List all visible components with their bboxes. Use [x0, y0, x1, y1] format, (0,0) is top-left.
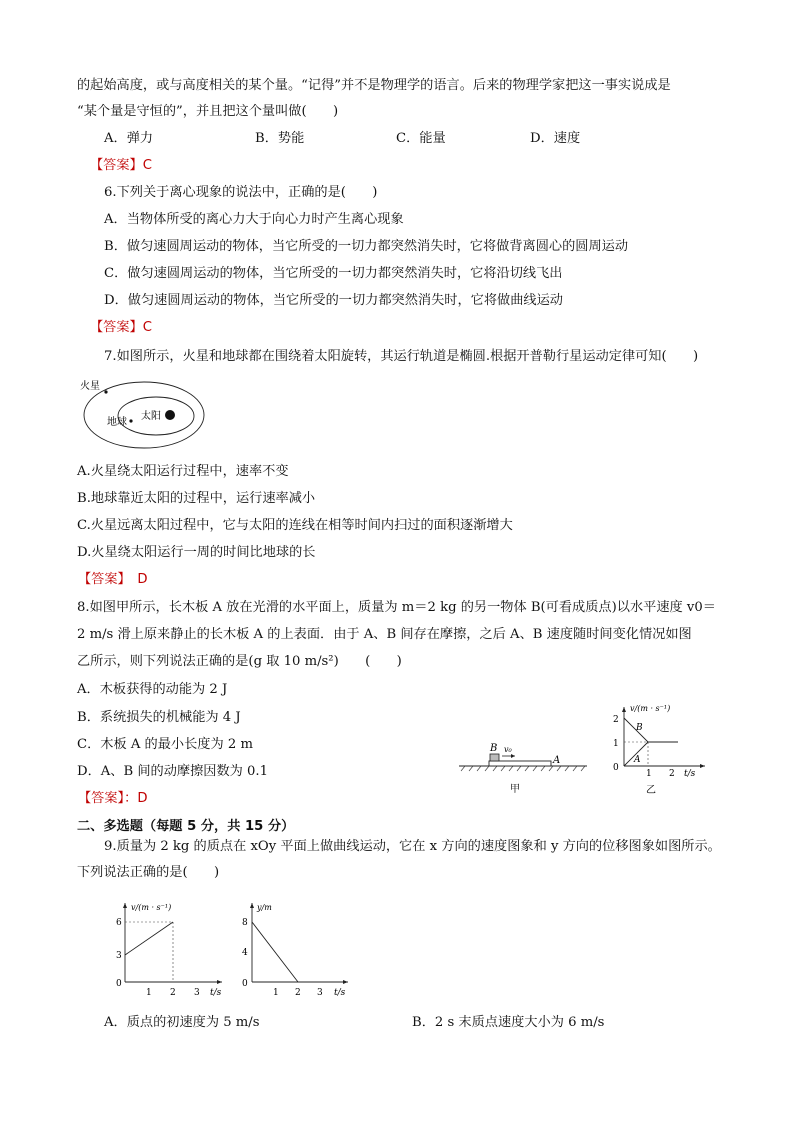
- q7-stem: 7.如图所示，火星和地球都在围绕着太阳旋转，其运行轨道是椭圆.根据开普勒行星运动定律可知( ): [104, 349, 699, 364]
- q9-chart-y: [238, 897, 358, 1003]
- yi-ytick-1: 1: [613, 739, 619, 749]
- q9-option-b: B．2 s 末质点速度大小为 6 m/s: [412, 1015, 605, 1030]
- yi-ylabel: v/(m · s⁻¹): [630, 704, 671, 713]
- y-ytick-8: 8: [242, 918, 248, 928]
- yi-line-b-label: B: [636, 723, 643, 733]
- board-a: [489, 761, 551, 766]
- q5-answer: 【答案】C: [90, 158, 152, 173]
- figure-jia: [455, 734, 595, 794]
- q6-option-d: D．做匀速圆周运动的物体，当它所受的一切力都突然消失时，它将做曲线运动: [104, 293, 563, 308]
- vx-line: [125, 922, 173, 955]
- q9-stem-1: 9.质量为 2 kg 的质点在 xOy 平面上做曲线运动，它在 x 方向的速度图象和 y 方向的位移图象如图所示。: [104, 839, 721, 854]
- q9-stem-2: 下列说法正确的是( ): [77, 865, 220, 880]
- fig-jia-caption: 甲: [510, 784, 520, 794]
- q6-option-c: C．做匀速圆周运动的物体，当它所受的一切力都突然消失时，它将沿切线飞出: [104, 266, 563, 281]
- yi-ytick-0: 0: [613, 763, 619, 773]
- vx-xtick-2: 2: [170, 988, 176, 998]
- q6-answer: 【答案】C: [90, 320, 152, 335]
- q7-option-c: C.火星远离太阳过程中，它与太阳的连线在相等时间内扫过的面积逐渐增大: [77, 518, 513, 533]
- block-b-label: B: [490, 743, 498, 754]
- v0-label: v₀: [504, 745, 512, 754]
- y-x-arrow: [343, 980, 348, 984]
- intro-line-1: 的起始高度，或与高度相关的某个量。“记得”并不是物理学的语言。后来的物理学家把这一事实说成是: [77, 78, 671, 93]
- q7-answer: 【答案】 D: [78, 572, 148, 587]
- vx-ytick-6: 6: [116, 918, 122, 928]
- board-a-label: A: [553, 755, 561, 766]
- yi-y-arrow: [622, 707, 626, 712]
- q6-option-b: B．做匀速圆周运动的物体，当它所受的一切力都突然消失时，它将做背离圆心的圆周运动: [104, 239, 628, 254]
- block-b: [490, 754, 499, 761]
- q7-option-d: D.火星绕太阳运行一周的时间比地球的长: [77, 545, 316, 560]
- fig-yi-caption: 乙: [646, 785, 656, 796]
- q8-option-c: C．木板 A 的最小长度为 2 m: [77, 737, 253, 752]
- mars-label: 火星: [80, 381, 100, 392]
- q6-stem: 6.下列关于离心现象的说法中，正确的是( ): [104, 185, 378, 200]
- y-xtick-2: 2: [295, 988, 301, 998]
- yi-line-a-label: A: [634, 755, 641, 765]
- q5-option-b: B．势能: [255, 131, 305, 146]
- yi-xlabel: t/s: [684, 769, 696, 779]
- y-ylabel: y/m: [257, 903, 272, 912]
- vx-ylabel: v/(m · s⁻¹): [131, 903, 172, 912]
- q7-option-a: A.火星绕太阳运行过程中，速率不变: [77, 464, 289, 479]
- y-xlabel: t/s: [334, 988, 346, 998]
- vx-ytick-3: 3: [116, 951, 122, 961]
- figure-yi: [605, 700, 715, 798]
- q8-stem-2: 2 m/s 滑上原来静止的长木板 A 的上表面．由于 A、B 间存在摩擦，之后 A、B 速度随时间变化情况如图: [77, 627, 692, 642]
- vx-xtick-1: 1: [146, 988, 152, 998]
- v0-arrowhead: [511, 754, 515, 758]
- vx-y-arrow: [123, 903, 127, 908]
- orbit-figure: [76, 372, 206, 452]
- vx-x-arrow: [217, 980, 222, 984]
- earth-label: 地球: [107, 417, 127, 428]
- sun-dot: [165, 410, 175, 420]
- y-y-arrow: [250, 903, 254, 908]
- yi-xtick-2: 2: [669, 769, 675, 779]
- q5-option-c: C．能量: [396, 131, 446, 146]
- q5-option-a: A．弹力: [104, 131, 154, 146]
- yi-xtick-1: 1: [646, 769, 652, 779]
- sun-label: 太阳: [141, 411, 161, 422]
- y-ytick-0: 0: [242, 979, 248, 989]
- q8-stem-3: 乙所示，则下列说法正确的是(g 取 10 m/s²) ( ): [77, 654, 402, 669]
- vx-xtick-3: 3: [194, 988, 200, 998]
- yi-line-b: [624, 718, 678, 742]
- q8-option-d: D．A、B 间的动摩擦因数为 0.1: [77, 764, 269, 779]
- ground-hatch: [461, 766, 585, 771]
- q9-option-a: A．质点的初速度为 5 m/s: [104, 1015, 260, 1030]
- intro-line-2: “某个量是守恒的”，并且把这个量叫做( ): [77, 104, 339, 119]
- y-xtick-1: 1: [273, 988, 279, 998]
- q8-stem-1: 8.如图甲所示，长木板 A 放在光滑的水平面上，质量为 m＝2 kg 的另一物体 B(可看成质点)以水平速度 v0＝: [77, 600, 716, 615]
- y-ytick-4: 4: [242, 948, 248, 958]
- vx-ytick-0: 0: [116, 979, 122, 989]
- q8-option-b: B．系统损失的机械能为 4 J: [77, 710, 241, 725]
- mars-dot: [104, 390, 107, 393]
- yi-ytick-2: 2: [613, 715, 619, 725]
- y-xtick-3: 3: [317, 988, 323, 998]
- q5-option-d: D．速度: [530, 131, 581, 146]
- earth-dot: [129, 419, 132, 422]
- q7-option-b: B.地球靠近太阳的过程中，运行速率减小: [77, 491, 316, 506]
- q6-option-a: A．当物体所受的离心力大于向心力时产生离心现象: [104, 212, 404, 227]
- section-title: 二、多选题（每题 5 分，共 15 分）: [77, 819, 295, 834]
- q8-option-a: A．木板获得的动能为 2 J: [77, 682, 228, 697]
- q9-chart-vx: [110, 897, 230, 1003]
- vx-xlabel: t/s: [210, 988, 222, 998]
- q8-answer: 【答案】：D: [78, 791, 148, 806]
- yi-x-arrow: [700, 764, 705, 768]
- y-line: [252, 922, 298, 982]
